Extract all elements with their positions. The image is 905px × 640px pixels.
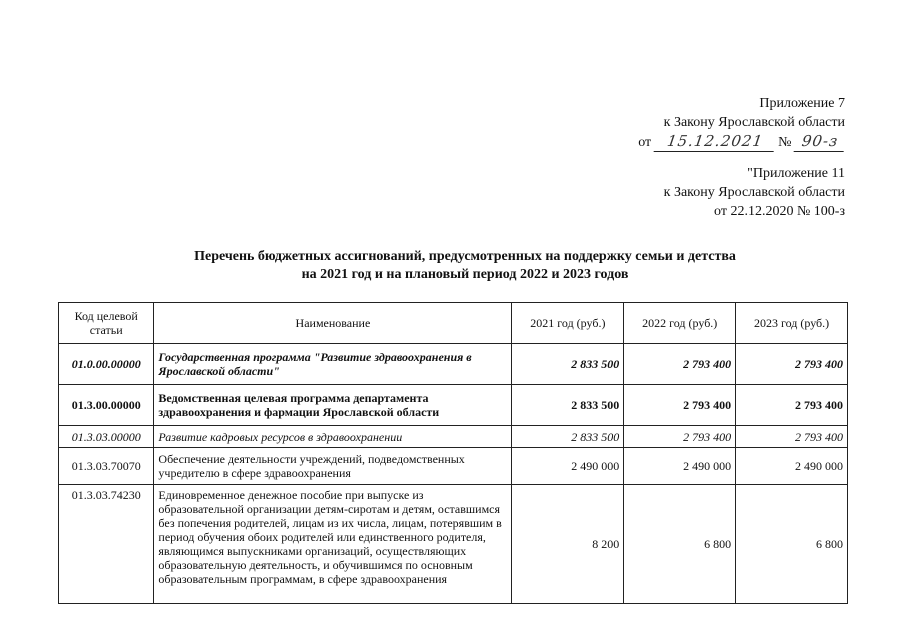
row-2021: 8 200: [512, 485, 624, 604]
header-2023: 2023 год (руб.): [736, 303, 848, 344]
header-name: Наименование: [154, 303, 512, 344]
row-2023: 2 490 000: [736, 448, 848, 485]
appendix-header: [638, 94, 845, 221]
header-code: Код целевой статьи: [59, 303, 154, 344]
row-2022: 2 490 000: [624, 448, 736, 485]
row-2021: 2 490 000: [512, 448, 624, 485]
row-code: 01.0.00.00000: [59, 344, 154, 385]
table-row: [59, 485, 848, 604]
title-line-1: Перечень бюджетных ассигнований, предусмотренных на поддержку семьи и детства: [194, 249, 736, 264]
appendix-number: Приложение 7: [759, 96, 845, 111]
table-row: [59, 426, 848, 448]
law-reference: к Закону Ярославской области: [663, 115, 845, 130]
handwritten-date: 15.12.2021: [653, 132, 776, 152]
table-row: [59, 344, 848, 385]
number-label: №: [778, 135, 792, 150]
row-2022: 2 793 400: [624, 385, 736, 426]
law-date-number-line: [638, 132, 845, 152]
table-row: [59, 385, 848, 426]
title-line-2: на 2021 год и на плановый период 2022 и 2023 годов: [301, 267, 629, 282]
row-code: 01.3.03.70070: [59, 448, 154, 485]
row-name: Развитие кадровых ресурсов в здравоохранении: [154, 426, 512, 448]
row-2023: 2 793 400: [736, 344, 848, 385]
table-header-row: [59, 303, 848, 344]
previous-appendix-header: [638, 164, 845, 221]
row-2021: 2 833 500: [512, 385, 624, 426]
handwritten-number: 90-з: [794, 132, 847, 152]
row-2022: 6 800: [624, 485, 736, 604]
previous-appendix-number: "Приложение 11: [747, 166, 845, 181]
row-2021: 2 833 500: [512, 344, 624, 385]
row-name: Государственная программа "Развитие здравоохранения в Ярославской области": [154, 344, 512, 385]
table-row: [59, 448, 848, 485]
row-name: Ведомственная целевая программа департамента здравоохранения и фармации Ярославской области: [154, 385, 512, 426]
previous-law-date: от 22.12.2020 № 100-з: [714, 204, 845, 219]
row-2023: 6 800: [736, 485, 848, 604]
row-2023: 2 793 400: [736, 426, 848, 448]
row-name: Обеспечение деятельности учреждений, подведомственных учредителю в сфере здравоохранения: [154, 448, 512, 485]
row-2021: 2 833 500: [512, 426, 624, 448]
row-name: Единовременное денежное пособие при выпуске из образовательной организации детям-сиротам и детям, оставшимся без попечения родителей, лицам из их числа, лицам, потерявшим в период обучения обоих родителей или единственного родителя, являющимся выпускниками организаций, осуществляющих образовательную деятельность, и обучившимся по основным образовательным программам, в сфере здравоохранения: [154, 485, 512, 604]
row-code: 01.3.03.74230: [59, 485, 154, 604]
document-title: [130, 248, 800, 284]
budget-table: [58, 302, 848, 604]
from-label: от: [638, 135, 652, 150]
previous-law-reference: к Закону Ярославской области: [663, 185, 845, 200]
row-code: 01.3.03.00000: [59, 426, 154, 448]
header-2022: 2022 год (руб.): [624, 303, 736, 344]
row-code: 01.3.00.00000: [59, 385, 154, 426]
row-2022: 2 793 400: [624, 426, 736, 448]
row-2022: 2 793 400: [624, 344, 736, 385]
row-2023: 2 793 400: [736, 385, 848, 426]
header-2021: 2021 год (руб.): [512, 303, 624, 344]
